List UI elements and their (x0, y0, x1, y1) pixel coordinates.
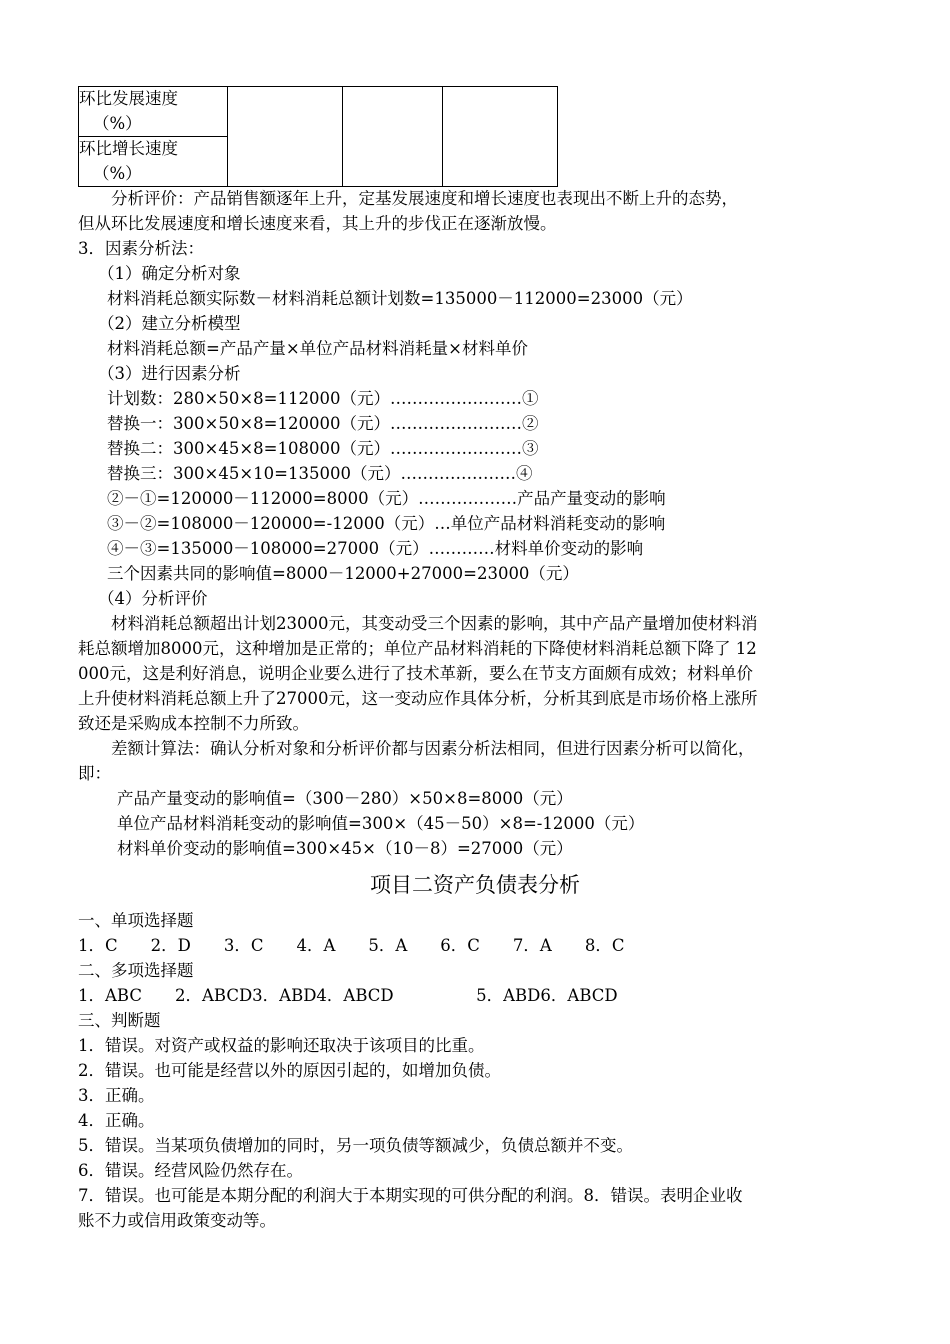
section-heading: 三、判断题 (78, 1011, 161, 1030)
answer-line: 2．错误。也可能是经营以外的原因引起的，如增加负债。 (78, 1061, 501, 1080)
section-heading: 一、单项选择题 (78, 911, 194, 930)
answer-line: 5．错误。当某项负债增加的同时，另一项负债等额减少，负债总额并不变。 (78, 1136, 633, 1155)
formula-line: 替换三：300×45×10=135000（元）…………………④ (107, 464, 533, 483)
formula-line: 替换一：300×50×8=120000（元）……………………② (107, 414, 539, 433)
data-table-fragment (78, 86, 558, 187)
formula-line: 单位产品材料消耗变动的影响值=300×（45－50）×8=-12000（元） (117, 814, 645, 833)
table-cell (79, 137, 228, 187)
formula-line: 材料消耗总额实际数－材料消耗总额计划数=135000－112000=23000（元） (107, 289, 693, 308)
formula-line: 材料单价变动的影响值=300×45×（10－8）=27000（元） (117, 839, 573, 858)
table-cell (443, 87, 558, 187)
section-heading: 3．因素分析法： (78, 239, 204, 258)
paragraph-line: 耗总额增加8000元，这种增加是正常的；单位产品材料消耗的下降使材料消耗总额下降了 12 (78, 639, 757, 658)
paragraph-line: 致还是采购成本控制不力所致。 (78, 714, 309, 733)
row-label-unit: （%） (93, 113, 142, 133)
subheading: （3）进行因素分析 (98, 364, 241, 383)
table-cell (79, 87, 228, 137)
formula-line: 产品产量变动的影响值=（300－280）×50×8=8000（元） (117, 789, 573, 808)
section-heading: 二、多项选择题 (78, 961, 194, 980)
formula-line: 计划数：280×50×8=112000（元）……………………① (107, 389, 539, 408)
paragraph-line: 即： (78, 764, 111, 783)
answer-line: 4．正确。 (78, 1111, 155, 1130)
formula-line: 替换二：300×45×8=108000（元）……………………③ (107, 439, 539, 458)
paragraph-line: 分析评价：产品销售额逐年上升，定基发展速度和增长速度也表现出不断上升的态势， (111, 189, 738, 208)
subheading: （4）分析评价 (98, 589, 208, 608)
formula-line: ④－③=135000－108000=27000（元）…………材料单价变动的影响 (107, 539, 644, 558)
answer-line: 账不力或信用政策变动等。 (78, 1211, 276, 1230)
formula-line: ②－①=120000－112000=8000（元）………………产品产量变动的影响 (107, 489, 666, 508)
section-title: 项目二资产负债表分析 (370, 873, 580, 897)
table-cell (228, 87, 343, 187)
paragraph-line: 上升使材料消耗总额上升了27000元，这一变动应作具体分析，分析其到底是市场价格上涨所 (78, 689, 758, 708)
paragraph-line: 材料消耗总额超出计划23000元，其变动受三个因素的影响，其中产品产量增加使材料消 (111, 614, 758, 633)
table-cell (343, 87, 443, 187)
formula-line: ③－②=108000－120000=-12000（元）…单位产品材料消耗变动的影响 (107, 514, 666, 533)
row-label: 环比发展速度 (79, 89, 178, 108)
answer-line: 1．错误。对资产或权益的影响还取决于该项目的比重。 (78, 1036, 485, 1055)
subheading: （2）建立分析模型 (98, 314, 241, 333)
paragraph-line: 但从环比发展速度和增长速度来看，其上升的步伐正在逐渐放慢。 (78, 214, 557, 233)
formula-line: 三个因素共同的影响值=8000－12000+27000=23000（元） (107, 564, 579, 583)
answer-line: 1．C 2．D 3．C 4．A 5．A 6．C 7．A 8．C (78, 936, 625, 955)
paragraph-line: 000元，这是利好消息，说明企业要么进行了技术革新，要么在节支方面颇有成效；材料单价 (78, 664, 753, 683)
answer-line: 3．正确。 (78, 1086, 155, 1105)
answer-line: 1．ABC 2．ABCD3．ABD4．ABCD 5．ABD6．ABCD (78, 986, 618, 1005)
formula-line: 材料消耗总额=产品产量×单位产品材料消耗量×材料单价 (107, 339, 528, 358)
answer-line: 7．错误。也可能是本期分配的利润大于本期实现的可供分配的利润。8．错误。表明企业收 (78, 1186, 743, 1205)
table-row (79, 87, 558, 137)
paragraph-line: 差额计算法：确认分析对象和分析评价都与因素分析法相同，但进行因素分析可以简化， (111, 739, 755, 758)
row-label-unit: （%） (93, 163, 142, 183)
row-label: 环比增长速度 (79, 139, 178, 158)
subheading: （1）确定分析对象 (98, 264, 241, 283)
answer-line: 6．错误。经营风险仍然存在。 (78, 1161, 303, 1180)
